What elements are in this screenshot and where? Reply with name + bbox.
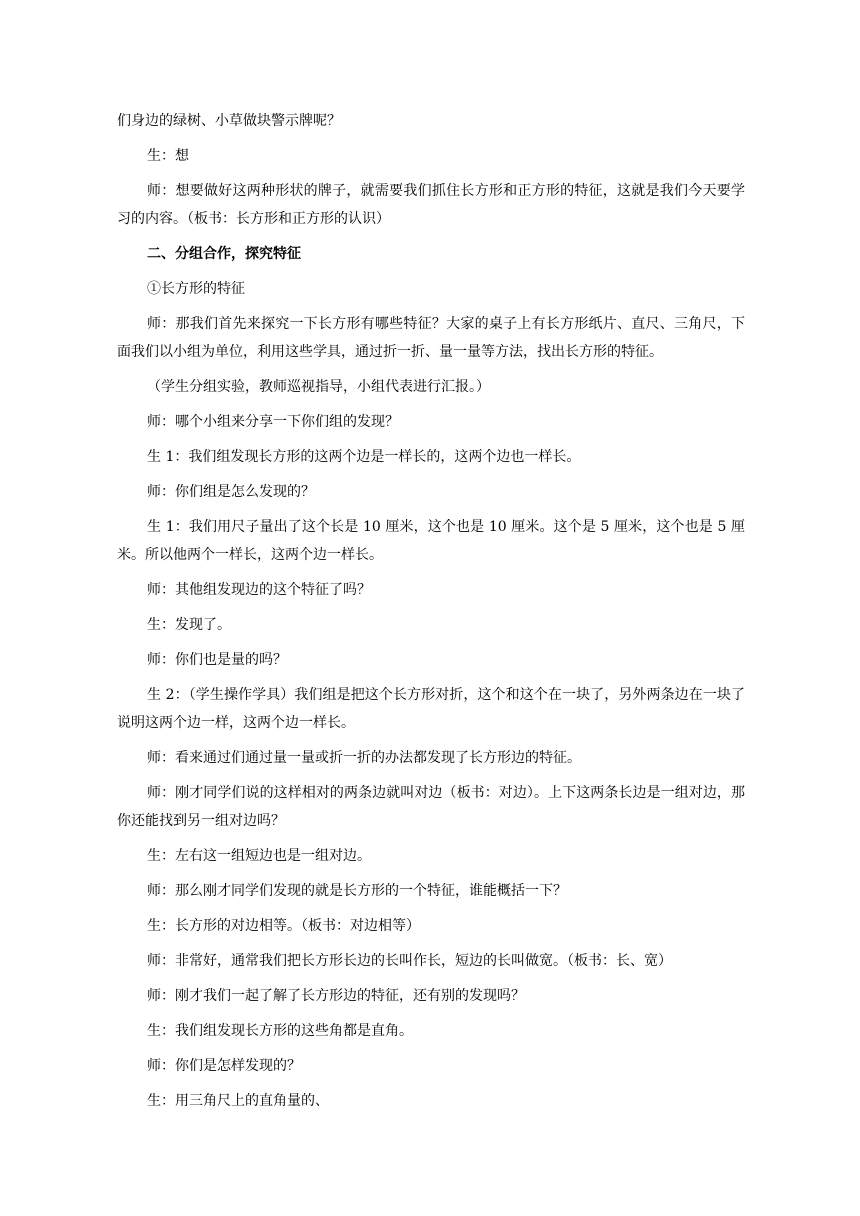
document-body bbox=[117, 107, 745, 1122]
paragraph: 师：刚才我们一起了解了长方形边的特征，还有别的发现吗？ bbox=[147, 988, 525, 1004]
paragraph: 师：你们是怎样发现的？ bbox=[147, 1058, 301, 1074]
paragraph: 师：刚才同学们说的这样相对的两条边就叫对边（板书：对边）。上下这两条长边是一组对边，那你还能找到另一组对边吗？ bbox=[117, 785, 745, 829]
paragraph: 师：想要做好这两种形状的牌子，就需要我们抓住长方形和正方形的特征，这就是我们今天要学习的内容。（板书：长方形和正方形的认识） bbox=[117, 183, 745, 227]
paragraph: 生 2：（学生操作学具）我们组是把这个长方形对折，这个和这个在一块了，另外两条边在一块了说明这两个边一样，这两个边一样长。 bbox=[117, 687, 745, 731]
section-heading: 二、分组合作，探究特征 bbox=[147, 246, 301, 262]
paragraph: 师：看来通过们通过量一量或折一折的办法都发现了长方形边的特征。 bbox=[147, 750, 581, 766]
paragraph: 生：想 bbox=[147, 148, 189, 164]
paragraph: 们身边的绿树、小草做块警示牌呢？ bbox=[117, 113, 341, 129]
paragraph: 生 1：我们用尺子量出了这个长是 10 厘米，这个也是 10 厘米。这个是 5 厘米，这个也是 5 厘米。所以他两个一样长，这两个边一样长。 bbox=[117, 519, 745, 563]
paragraph: 师：哪个小组来分享一下你们组的发现？ bbox=[147, 414, 399, 430]
paragraph: 生：发现了。 bbox=[147, 617, 231, 633]
paragraph: 师：那我们首先来探究一下长方形有哪些特征？大家的桌子上有长方形纸片、直尺、三角尺，下面我们以小组为单位，利用这些学具，通过折一折、量一量等方法，找出长方形的特征。 bbox=[117, 316, 745, 360]
paragraph: ①长方形的特征 bbox=[147, 281, 245, 297]
paragraph: 生：我们组发现长方形的这些角都是直角。 bbox=[147, 1023, 413, 1039]
paragraph: （学生分组实验，教师巡视指导，小组代表进行汇报。） bbox=[147, 379, 490, 395]
paragraph: 师：你们也是量的吗？ bbox=[147, 652, 287, 668]
paragraph: 生：用三角尺上的直角量的、 bbox=[147, 1093, 329, 1109]
paragraph: 师：其他组发现边的这个特征了吗？ bbox=[147, 582, 371, 598]
paragraph: 生：长方形的对边相等。（板书：对边相等） bbox=[147, 918, 420, 934]
paragraph: 师：非常好，通常我们把长方形长边的长叫作长，短边的长叫做宽。（板书：长、宽） bbox=[147, 953, 672, 969]
paragraph: 生：左右这一组短边也是一组对边。 bbox=[147, 848, 371, 864]
paragraph: 师：那么刚才同学们发现的就是长方形的一个特征，谁能概括一下？ bbox=[147, 883, 567, 899]
paragraph: 师：你们组是怎么发现的？ bbox=[147, 484, 315, 500]
paragraph: 生 1：我们组发现长方形的这两个边是一样长的，这两个边也一样长。 bbox=[147, 449, 581, 465]
